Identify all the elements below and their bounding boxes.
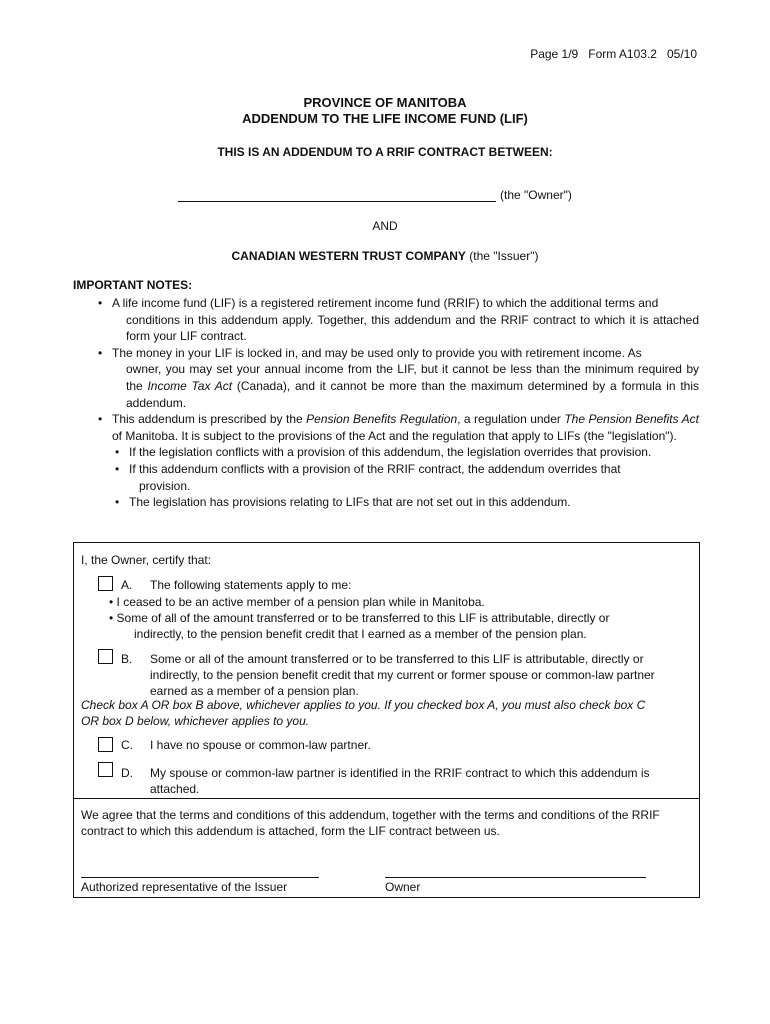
- agreement-line2: contract to which this addendum is attached, form the LIF contract between us.: [81, 824, 500, 838]
- agreement-line1: We agree that the terms and conditions of this addendum, together with the terms and conditions of the RRIF: [81, 808, 660, 822]
- bullet-text: Some of all of the amount transferred or to be transferred to this LIF is attributable, directly or: [116, 611, 610, 625]
- bullet-text: I ceased to be an active member of a pension plan while in Manitoba.: [116, 595, 485, 609]
- sub-note-text: If this addendum conflicts with a provision of the RRIF contract, the addendum overrides that: [129, 461, 621, 476]
- checkbox-b[interactable]: [98, 649, 113, 664]
- act-name: The Pension Benefits Act: [564, 412, 699, 427]
- owner-name-line: [178, 188, 572, 202]
- note-item: [95, 411, 699, 444]
- option-a-bullet-2: [109, 610, 694, 626]
- option-d-letter: D.: [121, 766, 133, 780]
- owner-name-field[interactable]: [178, 189, 496, 202]
- important-notes-list: [95, 295, 699, 511]
- form-number: Form A103.2: [588, 47, 657, 61]
- bullet-icon: •: [109, 611, 114, 625]
- certify-intro: I, the Owner, certify that:: [81, 553, 212, 567]
- and-separator: AND: [372, 219, 398, 233]
- owner-signature-label: Owner: [385, 880, 421, 894]
- owner-label: (the "Owner"): [500, 188, 572, 202]
- note-text-part: , a regulation under: [457, 412, 565, 427]
- option-b-line1: Some or all of the amount transferred or to be transferred to this LIF is attributable, directly or: [150, 652, 644, 666]
- option-d-line2: attached.: [150, 782, 200, 796]
- sub-note-text: The legislation has provisions relating to LIFs that are not set out in this addendum.: [129, 495, 571, 510]
- option-a-text: The following statements apply to me:: [150, 578, 352, 592]
- note-text-part: of Manitoba. It is subject to the provisions of the Act and the regulation that apply to LIFs (the "legislation").: [112, 428, 677, 443]
- sub-note-text-continued: provision.: [139, 478, 191, 493]
- option-b-line3: earned as a member of a pension plan.: [150, 684, 359, 698]
- note-text: The money in your LIF is locked in, and may be used only to provide you with retirement income. As: [112, 345, 642, 360]
- act-name: Income Tax Act: [147, 378, 233, 393]
- document-subtitle: THIS IS AN ADDENDUM TO A RRIF CONTRACT BETWEEN:: [217, 145, 553, 159]
- sub-note-item: [95, 494, 699, 511]
- note-text-part: This addendum is prescribed by the: [112, 412, 307, 427]
- sub-note-item: [95, 461, 699, 494]
- note-item: [95, 345, 699, 411]
- bullet-icon: •: [109, 595, 114, 609]
- issuer-signature-line[interactable]: [81, 877, 319, 878]
- sub-note-text: If the legislation conflicts with a provision of this addendum, the legislation overrides that provision.: [129, 445, 652, 460]
- checkbox-c[interactable]: [98, 737, 113, 752]
- option-d-line1: My spouse or common-law partner is identified in the RRIF contract to which this addendum is: [150, 766, 650, 780]
- page-number: Page 1/9: [530, 47, 579, 61]
- issuer-line: [0, 249, 770, 263]
- regulation-name: Pension Benefits Regulation: [306, 412, 458, 427]
- section-divider: [74, 798, 699, 799]
- option-a-bullet-1: [109, 594, 485, 610]
- bullet-icon: •: [98, 296, 103, 310]
- checkbox-d[interactable]: [98, 762, 113, 777]
- issuer-name: CANADIAN WESTERN TRUST COMPANY: [231, 249, 466, 263]
- option-c-text: I have no spouse or common-law partner.: [150, 738, 371, 752]
- option-c-letter: C.: [121, 738, 133, 752]
- note-text-part: (Canada), and it cannot be more than the maximum determined by a formula in this addendum.: [126, 378, 699, 410]
- document-title-line2: ADDENDUM TO THE LIFE INCOME FUND (LIF): [242, 111, 528, 126]
- note-text-part: owner, you may set your annual income from the LIF, but it cannot be less than the minimum required by the: [126, 362, 699, 393]
- bullet-icon: •: [98, 412, 103, 427]
- owner-signature-line[interactable]: [385, 877, 646, 878]
- bullet-icon: •: [98, 345, 103, 360]
- form-date: 05/10: [666, 47, 697, 61]
- page-header: [530, 47, 697, 61]
- note-text-continued: [112, 361, 699, 411]
- instruction-line2: OR box D below, whichever applies to you.: [81, 714, 310, 728]
- sub-note-item: [95, 444, 699, 461]
- document-title-line1: PROVINCE OF MANITOBA: [303, 95, 467, 110]
- note-item: [95, 295, 699, 345]
- important-notes-heading: IMPORTANT NOTES:: [73, 278, 193, 292]
- checkbox-a[interactable]: [98, 576, 113, 591]
- note-text: A life income fund (LIF) is a registered retirement income fund (RRIF) to which the additional terms and: [112, 296, 659, 310]
- bullet-icon: •: [115, 445, 120, 460]
- bullet-icon: •: [115, 461, 120, 476]
- certification-box: [73, 542, 700, 898]
- option-b-letter: B.: [121, 652, 133, 666]
- option-a-letter: A.: [121, 578, 133, 592]
- issuer-signature-label: Authorized representative of the Issuer: [81, 880, 288, 894]
- option-b-line2: indirectly, to the pension benefit credit that my current or former spouse or common-law partner: [150, 668, 655, 682]
- instruction-line1: Check box A OR box B above, whichever applies to you. If you checked box A, you must also check box C: [81, 698, 646, 712]
- bullet-icon: •: [115, 495, 120, 510]
- note-text-continued: conditions in this addendum apply. Together, this addendum and the RRIF contract to which it is attached form your LIF contract.: [126, 312, 699, 344]
- issuer-label: (the "Issuer"): [469, 249, 539, 263]
- option-a-bullet-2-cont: indirectly, to the pension benefit credit that I earned as a member of the pension plan.: [134, 627, 587, 641]
